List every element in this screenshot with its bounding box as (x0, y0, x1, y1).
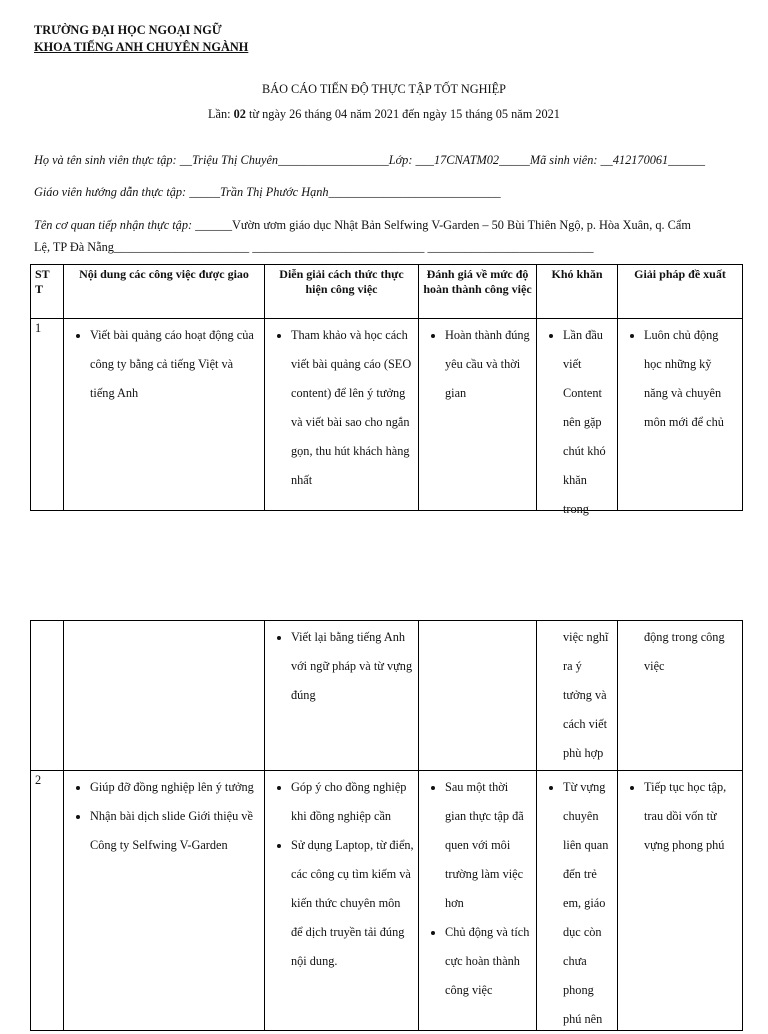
list-item: • Viết bài quảng cáo hoạt động của công ty bằng cả tiếng Việt và tiếng Anh (90, 321, 260, 408)
row-number: 1 (31, 319, 64, 511)
difficulty-cell (537, 621, 618, 771)
progress-table-page1 (30, 264, 743, 516)
method-cell (265, 771, 419, 1031)
report-title: BÁO CÁO TIẾN ĐỘ THỰC TẬP TỐT NGHIỆP (262, 82, 506, 96)
student-id-value: __412170061______ (600, 153, 706, 167)
header-stt: ST T (31, 265, 64, 319)
difficulty-cell (537, 319, 618, 516)
list-item: • Tiếp tục học tập, trau dồi vốn từ vựng phong phú (644, 773, 738, 860)
difficulty-continued: việc nghĩ ra ý tưởng và cách viết phù hợp (563, 630, 609, 760)
report-number: 02 (233, 107, 246, 121)
teacher-label: Giáo viên hướng dẫn thực tập: (34, 185, 190, 199)
evaluation-cell (419, 319, 537, 511)
solution-cell (618, 771, 743, 1031)
content-cell (64, 621, 265, 771)
report-subtitle (0, 107, 768, 122)
list-item: • Góp ý cho đồng nghiệp khi đồng nghiệp cần (291, 773, 414, 831)
solution-continued: động trong công việc (644, 630, 725, 673)
content-cell (64, 771, 265, 1031)
organization-label: Tên cơ quan tiếp nhận thực tập: (34, 218, 196, 232)
table-row (31, 621, 743, 771)
header-content: Nội dung các công việc được giao (64, 265, 265, 319)
teacher-info-line (34, 185, 501, 200)
row-number (31, 621, 64, 771)
evaluation-cell (419, 771, 537, 1031)
header-evaluation: Đánh giá về mức độ hoàn thành công việc (419, 265, 537, 319)
student-info-line (34, 153, 705, 168)
university-name: TRƯỜNG ĐẠI HỌC NGOẠI NGỮ (34, 23, 222, 37)
header-solution: Giải pháp đề xuất (618, 265, 743, 319)
list-item: • Sử dụng Laptop, từ điển, các công cụ tìm kiếm và kiến thức chuyên môn để dịch truyền tải đúng nội dung. (291, 831, 414, 976)
subtitle-prefix: Lần: (208, 107, 234, 121)
list-item: • Lần đầu viết Content nên gặp chút khó khăn trong (563, 321, 613, 524)
difficulty-cell (537, 771, 618, 1031)
list-item: • Viết lại bằng tiếng Anh với ngữ pháp và từ vựng đúng (291, 623, 414, 710)
list-item: • Hoàn thành đúng yêu cầu và thời gian (445, 321, 532, 408)
progress-table-page2 (30, 620, 743, 1031)
list-item: • Luôn chủ động học những kỹ năng và chuyên môn mới để chủ (644, 321, 738, 437)
list-item: • Từ vựng chuyên liên quan đến trẻ em, giáo dục còn chưa phong phú nên (563, 773, 613, 1034)
header-method: Diễn giải cách thức thực hiện công việc (265, 265, 419, 319)
content-cell (64, 319, 265, 511)
subtitle-dates: từ ngày 26 tháng 04 năm 2021 đến ngày 15 tháng 05 năm 2021 (245, 107, 560, 121)
student-value: __Triệu Thị Chuyên__________________ (179, 153, 389, 167)
list-item: • Chủ động và tích cực hoàn thành công việc (445, 918, 532, 1005)
solution-cell (618, 319, 743, 511)
solution-cell (618, 621, 743, 771)
organization-value-cont: Lệ, TP Đà Nẵng______________________ ____________________________ ___________________________ (34, 240, 594, 254)
row-number: 2 (31, 771, 64, 1031)
method-cell (265, 319, 419, 511)
list-item: • Nhận bài dịch slide Giới thiệu về Công ty Selfwing V-Garden (90, 802, 260, 860)
evaluation-cell (419, 621, 537, 771)
table-row (31, 771, 743, 1031)
list-item: • Sau một thời gian thực tập đã quen với môi trường làm việc hơn (445, 773, 532, 918)
header-difficulty: Khó khăn (537, 265, 618, 319)
list-item: • Giúp đỡ đồng nghiệp lên ý tưởng (90, 773, 260, 802)
table-header-row (31, 265, 743, 319)
organization-value: ______Vườn ươm giáo dục Nhật Bản Selfwing V-Garden – 50 Bùi Thiên Ngộ, p. Hòa Xuân, q. Cẩm (195, 218, 691, 232)
table-row (31, 319, 743, 511)
organization-info (34, 214, 754, 258)
class-label: Lớp: (388, 153, 416, 167)
faculty-name: KHOA TIẾNG ANH CHUYÊN NGÀNH (34, 40, 249, 54)
method-cell (265, 621, 419, 771)
student-label: Họ và tên sinh viên thực tập: (34, 153, 180, 167)
list-item: • Tham khảo và học cách viết bài quảng cáo (SEO content) để lên ý tưởng và viết bài sao cho ngắn gọn, thu hút khách hàng nhất (291, 321, 414, 495)
teacher-value: _____Trần Thị Phước Hạnh____________________________ (189, 185, 501, 199)
class-value: ___17CNATM02_____ (415, 153, 530, 167)
student-id-label: Mã sinh viên: (529, 153, 601, 167)
